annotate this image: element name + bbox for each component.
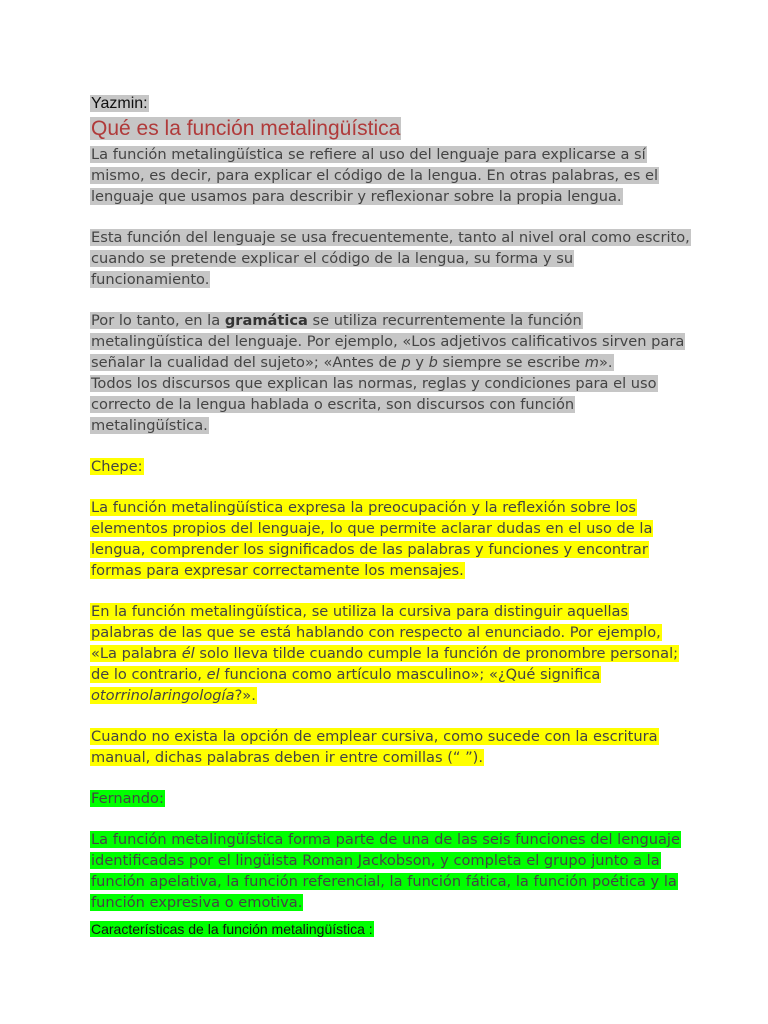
text-run: funciona como artículo masculino»; «¿Qué significa bbox=[219, 666, 601, 683]
paragraph bbox=[90, 601, 690, 706]
paragraph bbox=[90, 310, 690, 436]
author-fernando-label: Fernando: bbox=[91, 790, 164, 807]
paragraph-text: Cuando no exista la opción de emplear cursiva, como sucede con la escritura manual, dichas palabras deben ir entre comillas (“ ”). bbox=[91, 728, 658, 766]
author-chepe bbox=[90, 456, 690, 477]
text-run: se utiliza recurrentemente la función metalingüística del lenguaje. Por ejemplo, «Los adjetivos calificativos sirven para señalar la cualidad del sujeto»; «Antes de bbox=[91, 312, 685, 371]
text-run: siempre se escribe bbox=[437, 354, 585, 371]
italic-term: b bbox=[428, 354, 438, 371]
paragraph-text: La función metalingüística forma parte de una de las seis funciones del lenguaje identificadas por el lingüista Roman Jackobson, y completa el grupo junto a la función apelativa, la función referencial, la función fática, la función poética y la función expresiva o emotiva. bbox=[91, 831, 680, 911]
paragraph-text: La función metalingüística se refiere al uso del lenguaje para explicarse a sí mismo, es decir, para explicar el código de la lengua. En otras palabras, es el lenguaje que usamos para describir y reflexionar sobre la propia lengua. bbox=[91, 146, 659, 205]
paragraph-text bbox=[90, 312, 685, 371]
text-run: Por lo tanto, en la bbox=[91, 312, 225, 329]
author-fernando bbox=[90, 788, 690, 809]
text-run: ». bbox=[598, 354, 613, 371]
italic-term: p bbox=[401, 354, 411, 371]
bold-term: gramática bbox=[224, 312, 308, 329]
subheading bbox=[90, 919, 690, 939]
paragraph bbox=[90, 227, 690, 290]
paragraph-text: Esta función del lenguaje se usa frecuentemente, tanto al nivel oral como escrito, cuando se pretende explicar el código de la lengua, su forma y su funcionamiento. bbox=[91, 229, 690, 288]
author-yazmin-label: Yazmin: bbox=[91, 95, 148, 112]
text-run: y bbox=[410, 354, 429, 371]
section-title bbox=[90, 115, 690, 142]
italic-term: el bbox=[206, 666, 220, 683]
paragraph-text bbox=[90, 603, 679, 704]
paragraph-text: La función metalingüística expresa la preocupación y la reflexión sobre los elementos propios del lenguaje, lo que permite aclarar dudas en el uso de la lengua, comprender los significados de las palabras y funciones y encontrar formas para expresar correctamente los mensajes. bbox=[91, 499, 653, 579]
paragraph-text: Todos los discursos que explican las normas, reglas y condiciones para el uso correcto de la lengua hablada o escrita, son discursos con función metalingüística. bbox=[91, 375, 657, 434]
paragraph bbox=[90, 726, 690, 768]
section-title-text: Qué es la función metalingüística bbox=[91, 117, 401, 140]
italic-term: otorrinolaringología bbox=[91, 687, 235, 704]
paragraph bbox=[90, 829, 690, 913]
text-run: ?». bbox=[234, 687, 256, 704]
subheading-text: Características de la función metalingüística : bbox=[91, 921, 373, 937]
italic-term: m bbox=[584, 354, 599, 371]
text-run: En la función metalingüística, se utiliza la cursiva para distinguir aquellas palabras de las que se está hablando con respecto al enunciado. Por ejemplo, «La palabra bbox=[91, 603, 661, 662]
paragraph bbox=[90, 497, 690, 581]
text-run: solo lleva tilde cuando cumple la función de pronombre personal; de lo contrario, bbox=[91, 645, 679, 683]
author-yazmin bbox=[90, 93, 690, 115]
author-chepe-label: Chepe: bbox=[91, 458, 143, 475]
document-body bbox=[90, 93, 690, 939]
paragraph bbox=[90, 144, 690, 207]
italic-term: él bbox=[181, 645, 195, 662]
